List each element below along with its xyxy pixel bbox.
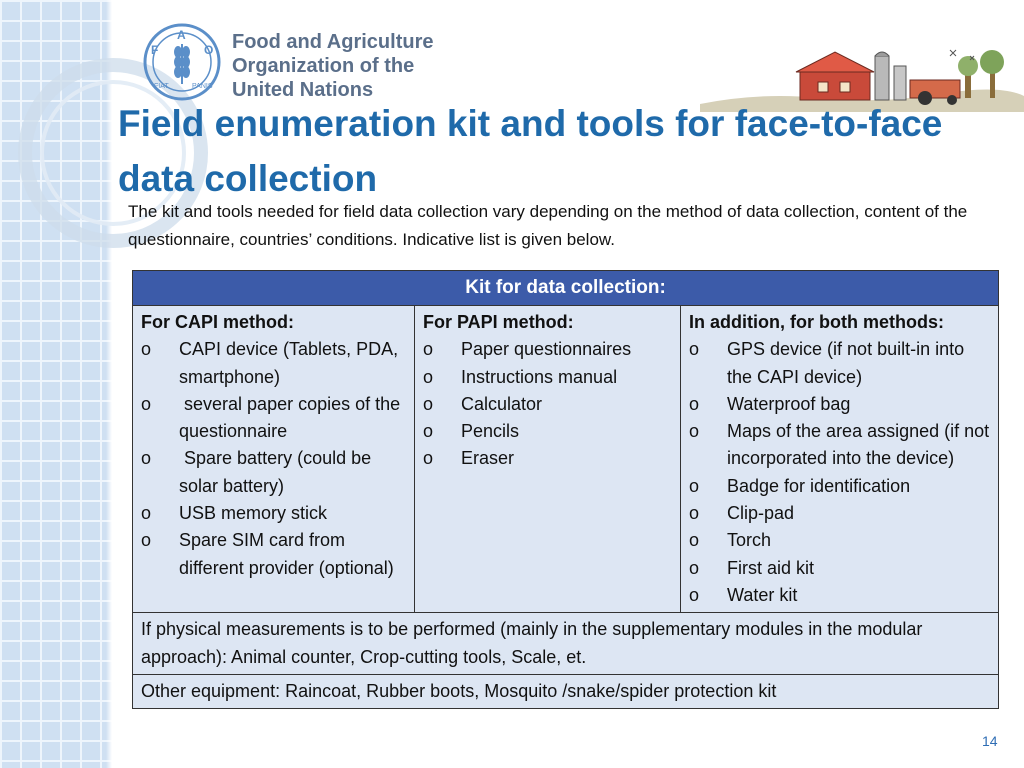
logo-letter-f: F bbox=[151, 43, 159, 57]
other-equipment-row: Other equipment: Raincoat, Rubber boots, Mosquito /snake/spider protection kit bbox=[133, 674, 999, 708]
list-item bbox=[689, 336, 990, 391]
list-item bbox=[423, 391, 672, 418]
list-item-text: CAPI device (Tablets, PDA, smartphone) bbox=[179, 339, 399, 387]
bullet-icon: o bbox=[423, 339, 434, 360]
list-item-text: GPS device (if not built-in into the CAPI device) bbox=[727, 339, 965, 387]
both-methods-column-title: In addition, for both methods: bbox=[689, 312, 944, 332]
logo-org-name bbox=[232, 30, 442, 102]
logo-letter-o: O bbox=[204, 43, 214, 57]
slide-title: Field enumeration kit and tools for face-to-face data collection bbox=[118, 103, 943, 199]
list-item bbox=[423, 336, 672, 363]
fao-logo bbox=[142, 22, 432, 102]
bullet-icon: o bbox=[423, 366, 434, 387]
bullet-icon: o bbox=[423, 421, 434, 442]
list-item-text: Badge for identification bbox=[727, 475, 911, 496]
list-item bbox=[689, 527, 990, 554]
list-item bbox=[423, 418, 672, 445]
bullet-icon: o bbox=[423, 393, 434, 414]
logo-letter-a: A bbox=[177, 28, 186, 42]
list-item-text: Spare battery (could be solar battery) bbox=[179, 448, 377, 496]
bullet-icon: o bbox=[141, 339, 152, 360]
bullet-icon: o bbox=[689, 503, 700, 524]
kit-table-header: Kit for data collection: bbox=[133, 271, 999, 306]
list-item bbox=[141, 391, 406, 446]
list-item-text: Waterproof bag bbox=[727, 393, 851, 414]
page-number: 14 bbox=[982, 733, 998, 749]
both-methods-column bbox=[681, 306, 999, 613]
logo-motto-panis: PANIS bbox=[192, 83, 213, 90]
list-item-text: First aid kit bbox=[727, 557, 815, 578]
bullet-icon: o bbox=[141, 530, 152, 551]
papi-column bbox=[415, 306, 681, 613]
list-item-text: Eraser bbox=[461, 448, 515, 469]
capi-column bbox=[133, 306, 415, 613]
bullet-icon: o bbox=[141, 448, 152, 469]
list-item bbox=[689, 555, 990, 582]
bullet-icon: o bbox=[689, 475, 700, 496]
capi-column-title: For CAPI method: bbox=[141, 312, 294, 332]
slide-subtitle: The kit and tools needed for field data collection vary depending on the method of data collection, content of the questionnaire, countries’ conditions. Indicative list is given below. bbox=[128, 202, 968, 249]
logo-line-2: Organization of the bbox=[232, 55, 415, 77]
list-item-text: Calculator bbox=[461, 393, 543, 414]
list-item bbox=[689, 582, 990, 609]
list-item bbox=[689, 391, 990, 418]
bullet-icon: o bbox=[689, 393, 700, 414]
list-item-text: Torch bbox=[727, 530, 772, 551]
bullet-icon: o bbox=[689, 530, 700, 551]
list-item bbox=[423, 364, 672, 391]
list-item-text: Paper questionnaires bbox=[461, 339, 632, 360]
logo-line-1: Food and Agriculture bbox=[232, 31, 434, 53]
list-item-text: Water kit bbox=[727, 584, 798, 605]
bullet-icon: o bbox=[423, 448, 434, 469]
list-item bbox=[689, 473, 990, 500]
bullet-icon: o bbox=[689, 421, 700, 442]
list-item-text: USB memory stick bbox=[179, 503, 328, 524]
list-item bbox=[423, 445, 672, 472]
list-item-text: Spare SIM card from different provider (optional) bbox=[179, 530, 394, 578]
list-item-text: Maps of the area assigned (if not incorporated into the device) bbox=[727, 421, 990, 469]
list-item bbox=[689, 418, 990, 473]
papi-column-title: For PAPI method: bbox=[423, 312, 574, 332]
bullet-icon: o bbox=[689, 557, 700, 578]
bullet-icon: o bbox=[689, 339, 700, 360]
list-item bbox=[141, 527, 406, 582]
list-item-text: several paper copies of the questionnaire bbox=[179, 393, 406, 442]
list-item bbox=[141, 336, 406, 391]
logo-line-3: United Nations bbox=[232, 79, 374, 101]
bullet-icon: o bbox=[141, 393, 152, 414]
list-item-text: Instructions manual bbox=[461, 366, 618, 387]
kit-table bbox=[132, 270, 999, 709]
list-item-text: Pencils bbox=[461, 421, 520, 442]
list-item bbox=[141, 445, 406, 500]
physical-measurements-row: If physical measurements is to be performed (mainly in the supplementary modules in the modular approach): Animal counter, Crop-cutting tools, Scale, et. bbox=[133, 613, 999, 675]
list-item-text: Clip-pad bbox=[727, 503, 795, 524]
logo-motto-fiat: FIAT bbox=[154, 83, 169, 90]
list-item bbox=[141, 500, 406, 527]
list-item bbox=[689, 500, 990, 527]
bullet-icon: o bbox=[141, 503, 152, 524]
fao-emblem-icon bbox=[142, 22, 222, 102]
bullet-icon: o bbox=[689, 584, 700, 605]
